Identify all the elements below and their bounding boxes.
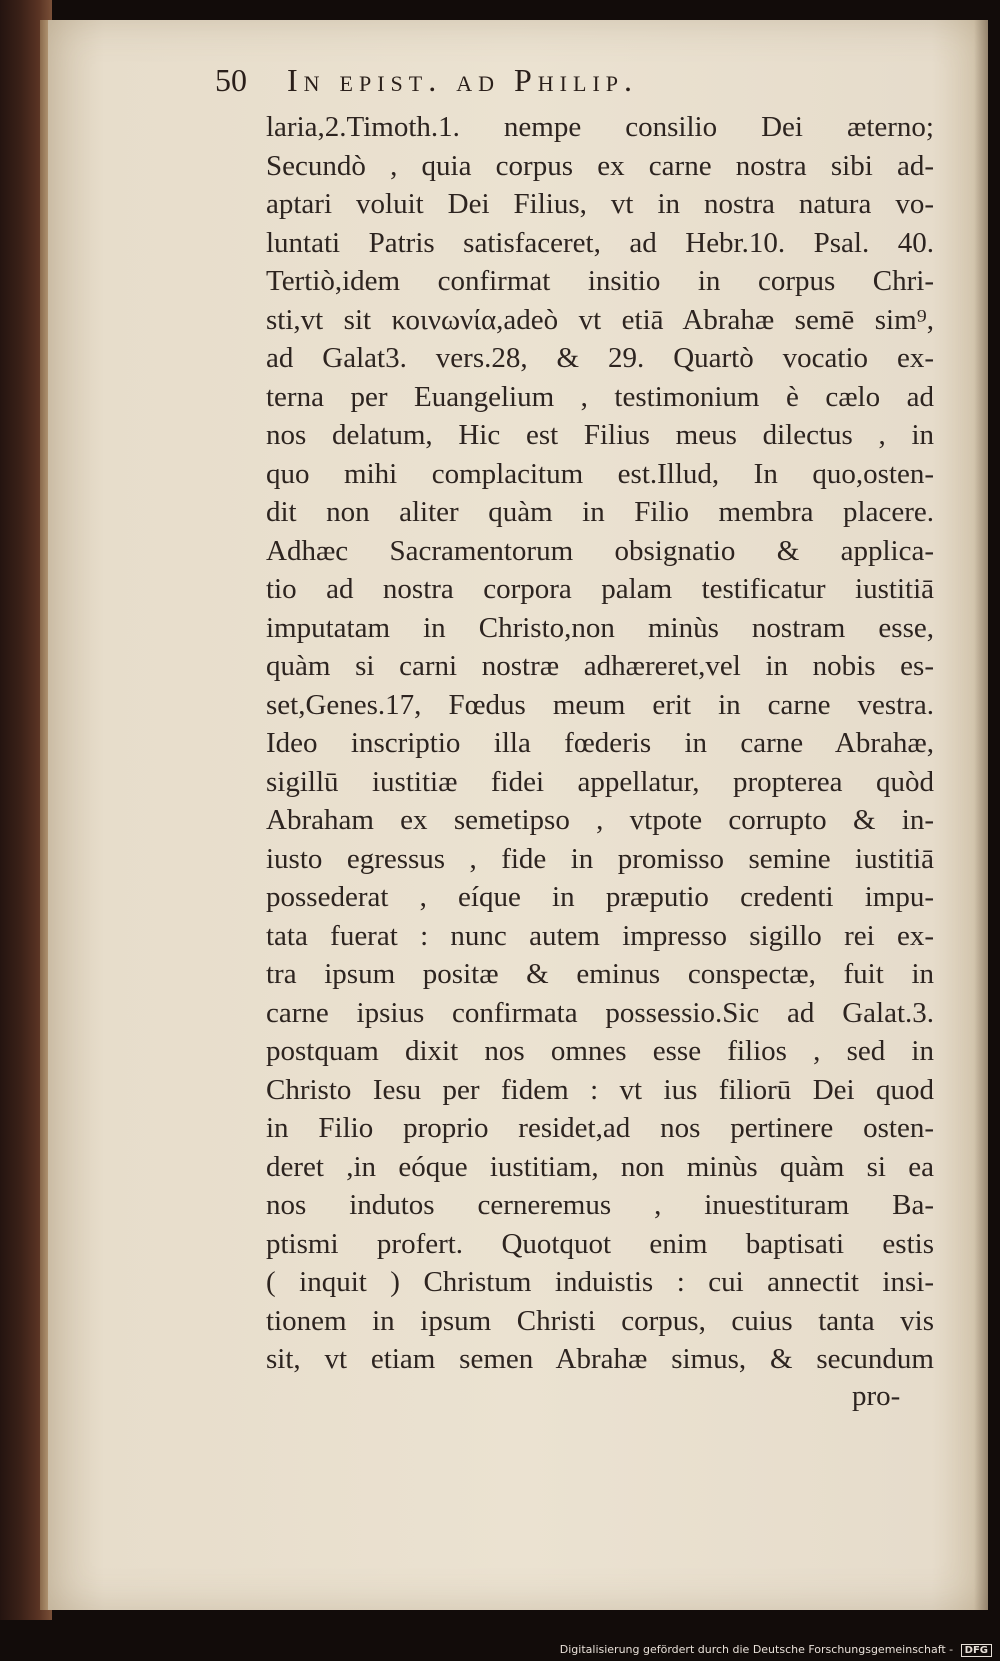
text-line: tio ad nostra corpora palam testificatur iustitiā bbox=[266, 573, 934, 605]
text-line: nos delatum, Hic est Filius meus dilectus , in bbox=[266, 419, 934, 451]
text-line: laria,2.Timoth.1. nempe consilio Dei æterno; bbox=[266, 111, 934, 143]
text-line: Tertiò,idem confirmat insitio in corpus Chri- bbox=[266, 265, 934, 297]
text-line: deret ,in eóque iustitiam, non minùs quàm si ea bbox=[266, 1150, 934, 1183]
text-line: iusto egressus , fide in promisso semine iustitiā bbox=[266, 842, 934, 875]
catchword: pro- bbox=[852, 1380, 901, 1412]
text-line: quàm si carni nostræ adhæreret,vel in nobis es- bbox=[266, 650, 934, 682]
text-line: postquam dixit nos omnes esse filios , sed in bbox=[266, 1035, 934, 1067]
text-line: tionem in ipsum Christi corpus, cuius tanta vis bbox=[266, 1304, 934, 1337]
text-line: aptari voluit Dei Filius, vt in nostra natura vo- bbox=[266, 188, 934, 220]
text-line: sti,vt sit κοινωνία,adeò vt etiā Abrahæ semē sim⁹, bbox=[266, 303, 934, 336]
text-line: luntati Patris satisfaceret, ad Hebr.10. Psal. 40. bbox=[266, 226, 934, 259]
credit-text: Digitalisierung gefördert durch die Deutsche Forschungsgemeinschaft - bbox=[559, 1643, 954, 1656]
dfg-logo: DFG bbox=[961, 1644, 992, 1657]
text-line: quo mihi complacitum est.Illud, In quo,osten- bbox=[266, 457, 934, 490]
digitization-credit bbox=[560, 1643, 992, 1657]
text-line: nos indutos cerneremus , inuestituram Ba- bbox=[266, 1189, 934, 1221]
text-line: ptismi profert. Quotquot enim baptisati estis bbox=[266, 1227, 934, 1260]
text-line: tra ipsum positæ & eminus conspectæ, fuit in bbox=[266, 958, 934, 990]
page-edge-shadow bbox=[974, 20, 988, 1610]
page-number: 50 bbox=[215, 62, 247, 98]
running-head: In epist. ad Philip. bbox=[287, 62, 639, 98]
text-line: dit non aliter quàm in Filio membra placere. bbox=[266, 496, 934, 528]
text-line: carne ipsius confirmata possessio.Sic ad Galat.3. bbox=[266, 996, 934, 1029]
text-line: ad Galat3. vers.28, & 29. Quartò vocatio ex- bbox=[266, 342, 934, 374]
text-line: Adhæc Sacramentorum obsignatio & applica- bbox=[266, 534, 934, 567]
text-line: imputatam in Christo,non minùs nostram esse, bbox=[266, 611, 934, 644]
text-line: terna per Euangelium , testimonium è cælo ad bbox=[266, 380, 934, 413]
text-line: set,Genes.17, Fœdus meum erit in carne vestra. bbox=[266, 688, 934, 721]
text-line: Secundò , quia corpus ex carne nostra sibi ad- bbox=[266, 149, 934, 182]
page-header bbox=[215, 62, 855, 106]
text-line: in Filio proprio residet,ad nos pertinere osten- bbox=[266, 1112, 934, 1144]
text-line: tata fuerat : nunc autem impresso sigillo rei ex- bbox=[266, 919, 934, 952]
text-line: possederat , eíque in præputio credenti impu- bbox=[266, 881, 934, 913]
text-line: sigillū iustitiæ fidei appellatur, propterea quòd bbox=[266, 765, 934, 798]
text-line: ( inquit ) Christum induistis : cui annectit insi- bbox=[266, 1266, 934, 1298]
text-line: Ideo inscriptio illa fœderis in carne Abrahæ, bbox=[266, 727, 934, 759]
text-line: Abraham ex semetipso , vtpote corrupto & in- bbox=[266, 804, 934, 836]
text-line: Christo Iesu per fidem : vt ius filiorū Dei quod bbox=[266, 1073, 934, 1106]
body-text bbox=[266, 108, 934, 1379]
text-line: sit, vt etiam semen Abrahæ simus, & secundum bbox=[266, 1343, 934, 1375]
